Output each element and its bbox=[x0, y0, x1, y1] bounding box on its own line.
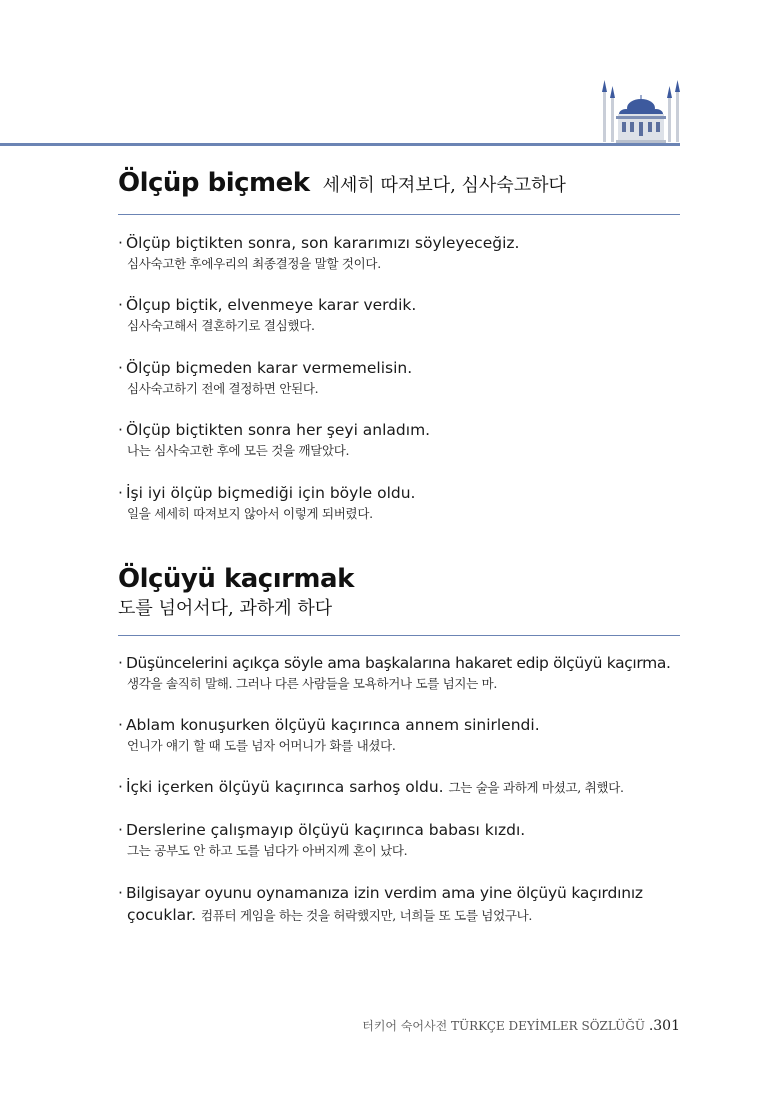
example-item: · Ölçüp biçmeden karar vermemelisin. 심사숙고하기 전에 결정하면 안된다. bbox=[118, 357, 688, 399]
example-korean: 심사숙고한 후에우리의 최종결정을 말할 것이다. bbox=[127, 256, 381, 271]
example-turkish: İşi iyi ölçüp biçmediği için böyle oldu. bbox=[125, 484, 416, 502]
section-rule bbox=[118, 635, 680, 636]
example-item: · Ölçup biçtik, elvenmeye karar verdik. 심사숙고해서 결혼하기로 결심했다. bbox=[118, 294, 688, 336]
example-item: · Bilgisayar oyunu oynamanıza izin verdim ama yine ölçüyü kaçırdınız çocuklar. 컴퓨터 게임을 하는 것을 허락했지만, 너희들 또 도를 넘었구나. bbox=[118, 884, 643, 924]
example-korean: 언니가 얘기 할 때 도를 넘자 어머니가 화를 내셨다. bbox=[127, 738, 396, 753]
page-footer bbox=[362, 1017, 680, 1034]
idiom-entry-2 bbox=[118, 564, 680, 620]
example-korean: 심사숙고해서 결혼하기로 결심했다. bbox=[127, 318, 315, 333]
footer-title: 터키어 숙어사전 TÜRKÇE DEYİMLER SÖZLÜĞÜ bbox=[362, 1019, 645, 1033]
example-turkish-continued: çocuklar. bbox=[127, 906, 197, 924]
example-item: · Derslerine çalışmayıp ölçüyü kaçırınca babası kızdı. 그는 공부도 안 하고 도를 넘다가 아버지께 혼이 났다. bbox=[118, 819, 688, 861]
section-rule bbox=[118, 214, 680, 215]
header-rule bbox=[0, 143, 680, 146]
example-item: · Ablam konuşurken ölçüyü kaçırınca annem sinirlendi. 언니가 얘기 할 때 도를 넘자 어머니가 화를 내셨다. bbox=[118, 714, 688, 756]
example-item: · Düşüncelerini açıkça söyle ama başkalarına hakaret edip ölçüyü kaçırma. 생각을 솔직히 말해. 그러나 다른 사람들을 모욕하거나 도를 넘지는 마. bbox=[118, 652, 688, 694]
example-turkish: Ablam konuşurken ölçüyü kaçırınca annem sinirlendi. bbox=[125, 716, 540, 734]
idiom-entry-1 bbox=[118, 168, 680, 198]
example-turkish: Ölçup biçtik, elvenmeye karar verdik. bbox=[125, 296, 417, 314]
idiom-meaning: 도를 넘어서다, 과하게 하다 bbox=[118, 598, 333, 619]
idiom-headword: Ölçüp biçmek bbox=[118, 168, 310, 198]
example-korean: 컴퓨터 게임을 하는 것을 허락했지만, 너희들 또 도를 넘었구나. bbox=[200, 908, 533, 923]
example-korean: 생각을 솔직히 말해. 그러나 다른 사람들을 모욕하거나 도를 넘지는 마. bbox=[127, 676, 498, 691]
example-turkish: Ölçüp biçtikten sonra her şeyi anladım. bbox=[125, 421, 431, 439]
example-item: · İşi iyi ölçüp biçmediği için böyle oldu. 일을 세세히 따져보지 않아서 이렇게 되버렸다. bbox=[118, 482, 688, 524]
example-turkish: Düşüncelerini açıkça söyle ama başkalarına hakaret edip ölçüyü kaçırma. bbox=[125, 654, 671, 672]
example-item: · Ölçüp biçtikten sonra, son kararımızı söyleyeceğiz. 심사숙고한 후에우리의 최종결정을 말할 것이다. bbox=[118, 232, 688, 274]
example-turkish: Derslerine çalışmayıp ölçüyü kaçırınca babası kızdı. bbox=[125, 821, 526, 839]
example-turkish: İçki içerken ölçüyü kaçırınca sarhoş oldu. bbox=[125, 778, 444, 796]
idiom-headword: Ölçüyü kaçırmak bbox=[118, 564, 354, 594]
example-korean: 그는 술을 과하게 마셨고, 취했다. bbox=[448, 780, 624, 795]
example-turkish: Ölçüp biçtikten sonra, son kararımızı söyleyeceğiz. bbox=[125, 234, 520, 252]
example-korean: 나는 심사숙고한 후에 모든 것을 깨달았다. bbox=[127, 443, 350, 458]
example-korean: 심사숙고하기 전에 결정하면 안된다. bbox=[127, 381, 319, 396]
example-korean: 그는 공부도 안 하고 도를 넘다가 아버지께 혼이 났다. bbox=[127, 843, 408, 858]
example-turkish: Ölçüp biçmeden karar vermemelisin. bbox=[125, 359, 413, 377]
page-number: .301 bbox=[648, 1018, 680, 1034]
example-korean: 일을 세세히 따져보지 않아서 이렇게 되버렸다. bbox=[127, 506, 373, 521]
example-turkish: Bilgisayar oyunu oynamanıza izin verdim ama yine ölçüyü kaçırdınız bbox=[125, 884, 643, 902]
idiom-meaning: 세세히 따져보다, 심사숙고하다 bbox=[322, 175, 566, 196]
example-item: · İçki içerken ölçüyü kaçırınca sarhoş oldu. 그는 술을 과하게 마셨고, 취했다. bbox=[118, 778, 624, 796]
entry-title bbox=[118, 168, 680, 198]
mosque-icon bbox=[600, 78, 682, 144]
example-item: · Ölçüp biçtikten sonra her şeyi anladım. 나는 심사숙고한 후에 모든 것을 깨달았다. bbox=[118, 419, 688, 461]
